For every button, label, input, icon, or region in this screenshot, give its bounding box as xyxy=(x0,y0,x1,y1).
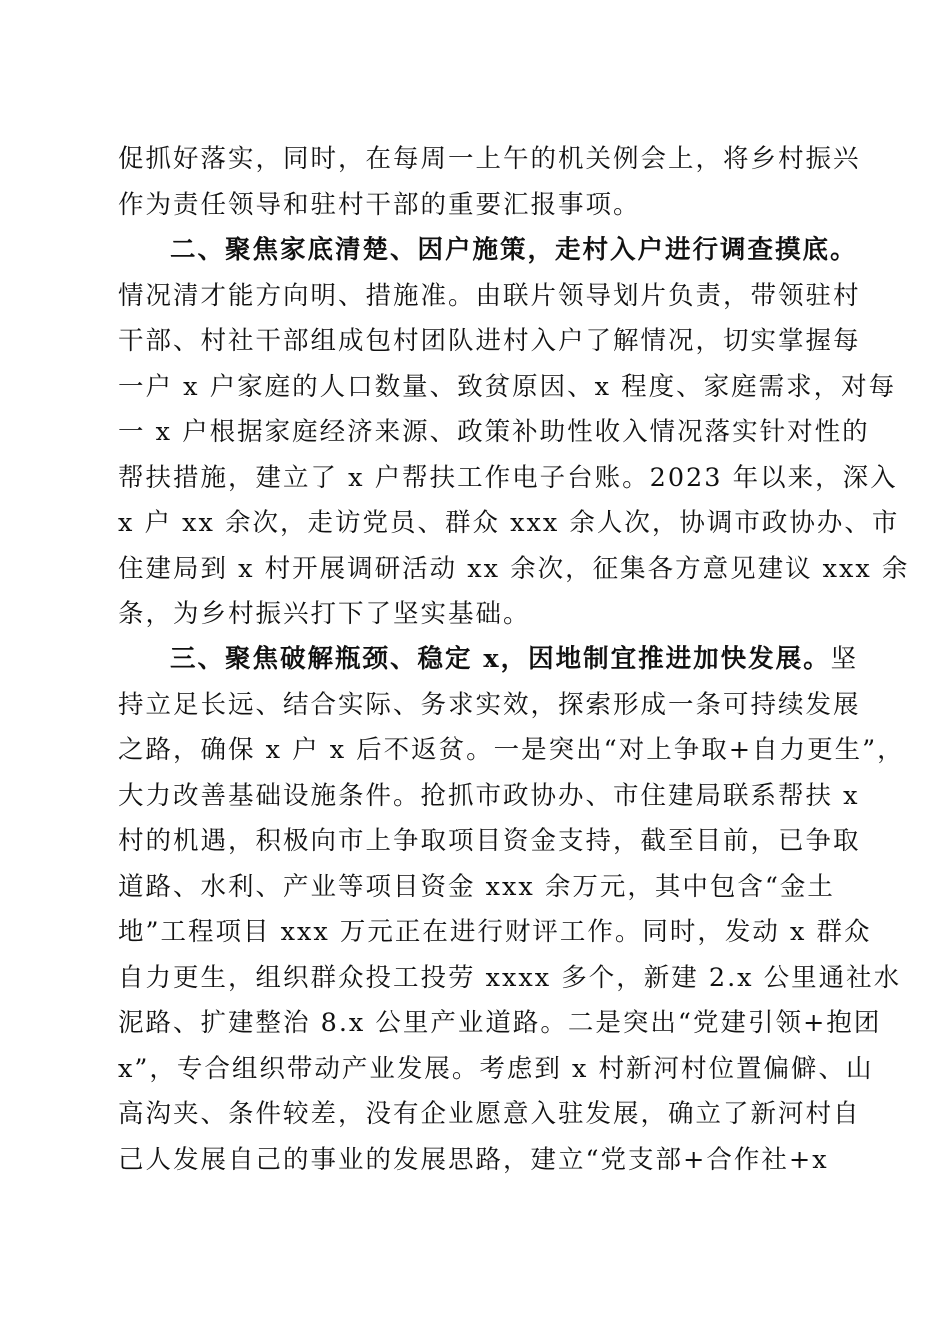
heading-tail-text: 坚 xyxy=(830,644,859,674)
paragraph-continuation xyxy=(118,137,861,228)
text-line: 大力改善基础设施条件。抢抓市政协办、市住建局联系帮扶 x xyxy=(118,780,860,811)
text-line: 村的机遇，积极向市上争取项目资金支持，截至目前，已争取 xyxy=(118,826,861,856)
text-line: 作为责任领导和驻村干部的重要汇报事项。 xyxy=(118,189,641,220)
text-line: x 户 xx 余次，走访党员、群众 xxx 余人次，协调市政协办、市 xyxy=(118,508,900,538)
text-line: 之路，确保 x 户 x 后不返贫。一是突出“对上争取+自力更生”， xyxy=(118,735,905,765)
text-line: 促抓好落实，同时，在每周一上午的机关例会上，将乡村振兴 xyxy=(118,144,861,174)
text-line: 地”工程项目 xxx 万元正在进行财评工作。同时，发动 x 群众 xyxy=(118,917,872,947)
section-heading-3: 三、聚焦破解瓶颈、稳定 x，因地制宜推进加快发展。 xyxy=(170,644,831,674)
paragraph-section-3 xyxy=(118,637,905,1183)
text-line: 道路、水利、产业等项目资金 xxx 余万元，其中包含“金土 xyxy=(118,871,835,902)
text-line: 持立足长远、结合实际、务求实效，探索形成一条可持续发展 xyxy=(118,689,861,720)
text-line: 自力更生，组织群众投工投劳 xxxx 多个，新建 2.x 公里通社水 xyxy=(118,962,902,993)
text-line: 住建局到 x 村开展调研活动 xx 余次，征集各方意见建议 xxx 余 xyxy=(118,553,910,584)
text-line: 条，为乡村振兴打下了坚实基础。 xyxy=(118,599,531,629)
text-line: 情况清才能方向明、措施准。由联片领导划片负责，带领驻村 xyxy=(118,280,861,311)
text-line: x”，专合组织带动产业发展。考虑到 x 村新河村位置偏僻、山 xyxy=(118,1053,874,1084)
text-line: 帮扶措施，建立了 x 户帮扶工作电子台账。2023 年以来，深入 xyxy=(118,462,898,493)
section-heading-line-3 xyxy=(118,637,859,683)
text-line: 高沟夹、条件较差，没有企业愿意入驻发展，确立了新河村自 xyxy=(118,1099,861,1129)
text-line: 一 x 户根据家庭经济来源、政策补助性收入情况落实针对性的 xyxy=(118,417,870,447)
text-line: 一户 x 户家庭的人口数量、致贫原因、x 程度、家庭需求，对每 xyxy=(118,371,897,402)
section-heading-2: 二、聚焦家底清楚、因户施策，走村入户进行调查摸底。 xyxy=(170,235,858,265)
text-line: 干部、村社干部组成包村团队进村入户了解情况，切实掌握每 xyxy=(118,326,861,356)
text-line: 泥路、扩建整治 8.x 公里产业道路。二是突出“党建引领+抱团 xyxy=(118,1008,882,1038)
text-line: 己人发展自己的事业的发展思路，建立“党支部+合作社+x xyxy=(118,1144,829,1175)
paragraph-section-2 xyxy=(118,228,910,638)
